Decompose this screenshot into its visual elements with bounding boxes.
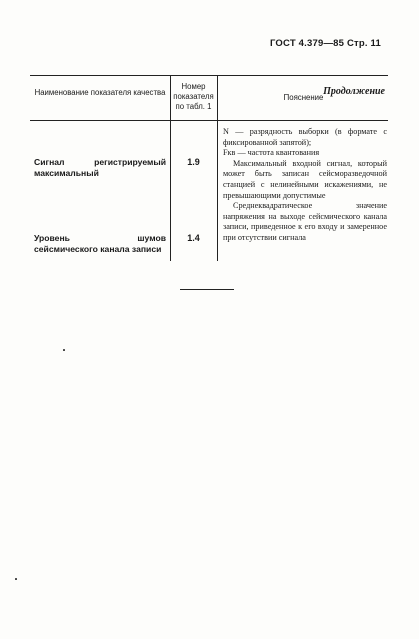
- row-1-number: 1.9: [187, 157, 200, 167]
- column-header-number: Номер показателя по табл. 1: [173, 82, 214, 111]
- explanation-row-2: Среднеквадратическое значение напряжения на выходе сейсмического канала записи, приведенное к его входу и замеренное при отсутствии сигнала: [223, 201, 387, 242]
- column-header-explanation: Пояснение: [283, 93, 324, 102]
- section-end-rule: [180, 289, 234, 290]
- scan-speck: [15, 578, 17, 580]
- explanation-column: [223, 127, 387, 244]
- column-header-name: Наименование показателя качества: [34, 88, 166, 97]
- explanation-intro-2: Fкв — частота квантования: [223, 148, 320, 158]
- explanation-row-1: Максимальный входной сигнал, который может быть записан сейсморазведочной станцией с нелинейными искажениями, не превышающими допустимые: [223, 158, 387, 200]
- table-top-rule: [30, 75, 388, 76]
- row-2-name: Уровень шумов сейсмического канала записи: [34, 233, 166, 254]
- table-col-divider-1: [170, 75, 171, 261]
- table-header-rule: [30, 120, 388, 121]
- row-1-name: Сигнал регистрируемый максимальный: [34, 157, 166, 178]
- table-col-divider-2: [217, 75, 218, 261]
- page-header: ГОСТ 4.379—85 Стр. 11: [269, 38, 381, 49]
- scan-speck: [63, 349, 65, 351]
- explanation-intro-1: N — разрядность выборки (в формате с фиксированной запятой);: [223, 127, 387, 147]
- row-2-number: 1.4: [187, 233, 200, 243]
- continuation-label: Продолжение: [323, 86, 385, 97]
